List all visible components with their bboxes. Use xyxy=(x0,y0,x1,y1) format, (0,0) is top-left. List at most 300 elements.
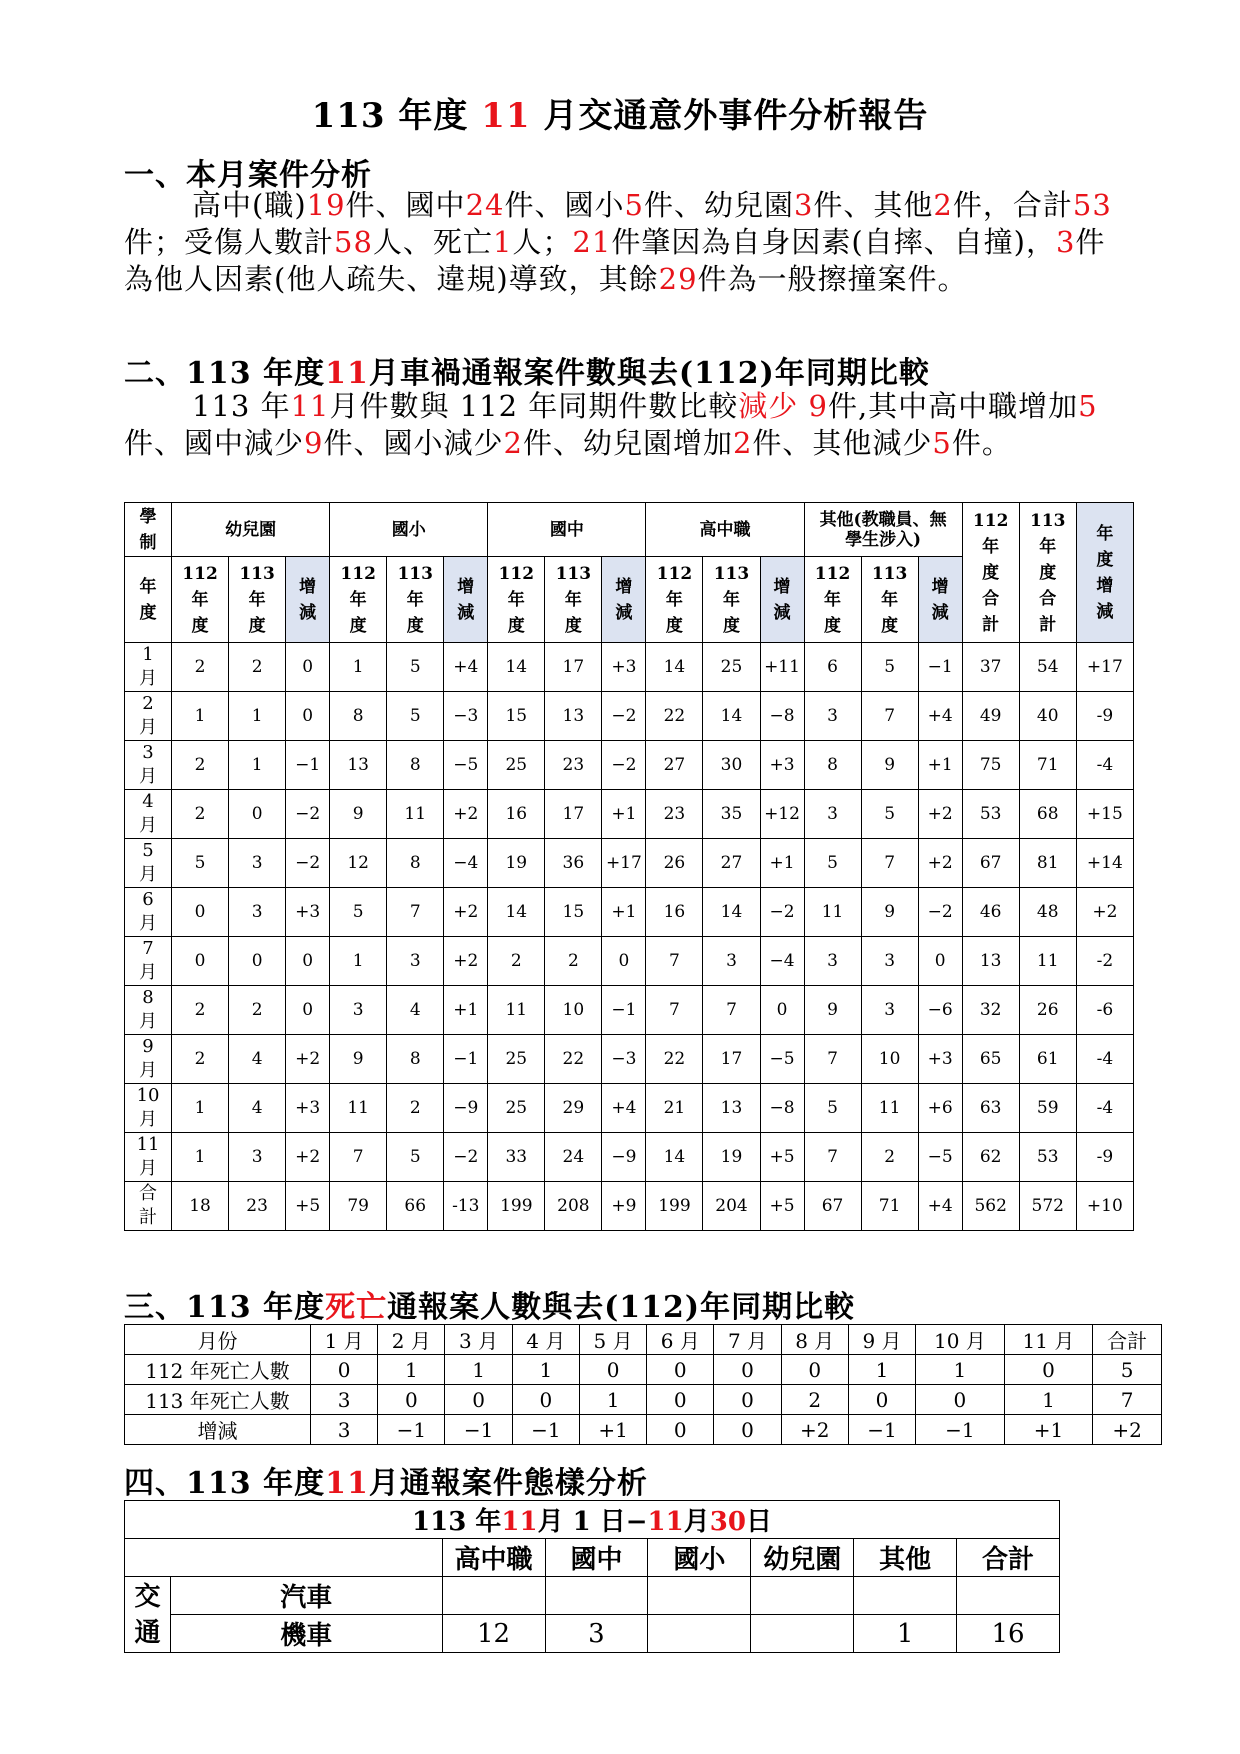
table-cell: 3 xyxy=(861,937,918,986)
col-other: 其他 xyxy=(854,1539,957,1577)
table-cell: 75 xyxy=(962,741,1019,790)
month-label: 9 月 xyxy=(125,1035,172,1084)
table-cell: 8 xyxy=(387,1035,444,1084)
table-cell: 1 xyxy=(172,1133,229,1182)
table-cell: 0 xyxy=(647,1385,714,1415)
group-other: 其他(教職員、無學生涉入) xyxy=(804,503,962,557)
month-label: 10 月 xyxy=(125,1084,172,1133)
table-cell: 22 xyxy=(646,692,703,741)
month-column-header: 11 月 xyxy=(1004,1325,1093,1355)
table-cell: −9 xyxy=(602,1133,646,1182)
header-diff: 增 減 xyxy=(286,557,330,643)
table-cell: 2 xyxy=(387,1084,444,1133)
header-113-year: 113 年 度 xyxy=(861,557,918,643)
table-cell: 21 xyxy=(646,1084,703,1133)
table-cell: 11 xyxy=(387,790,444,839)
table-cell: 13 xyxy=(545,692,602,741)
header-113-year: 113 年 度 xyxy=(703,557,760,643)
table-cell: 0 xyxy=(1004,1355,1093,1385)
table-cell: 0 xyxy=(229,790,286,839)
table-cell: 26 xyxy=(646,839,703,888)
table-cell: 61 xyxy=(1019,1035,1076,1084)
table-cell: 7 xyxy=(804,1035,861,1084)
table-cell: 4 xyxy=(229,1035,286,1084)
table-cell: 7 xyxy=(861,692,918,741)
table-cell: +5 xyxy=(760,1182,804,1231)
table-cell: 1 xyxy=(1004,1385,1093,1415)
total-112-header: 112 年 度 合 計 xyxy=(962,503,1019,643)
table-cell: 14 xyxy=(488,888,545,937)
table-cell: 2 xyxy=(545,937,602,986)
table-cell: 49 xyxy=(962,692,1019,741)
month-label: 5 月 xyxy=(125,839,172,888)
table-cell: 11 xyxy=(861,1084,918,1133)
table-cell: 18 xyxy=(172,1182,229,1231)
table-cell: 3 xyxy=(804,790,861,839)
table-cell: +2 xyxy=(918,839,962,888)
group-kindergarten: 幼兒園 xyxy=(172,503,330,557)
table-cell: −1 xyxy=(378,1415,445,1445)
table-cell: +10 xyxy=(1076,1182,1133,1231)
header-113-year: 113 年 度 xyxy=(387,557,444,643)
table-cell: 1 xyxy=(330,643,387,692)
table-cell: 7 xyxy=(804,1133,861,1182)
table-cell: 2 xyxy=(172,790,229,839)
month-label: 4 月 xyxy=(125,790,172,839)
table-cell: -9 xyxy=(1076,692,1133,741)
table-cell: -4 xyxy=(1076,1035,1133,1084)
col-elementary: 國小 xyxy=(648,1539,751,1577)
table-cell: 25 xyxy=(488,741,545,790)
table-cell: 67 xyxy=(962,839,1019,888)
table-cell: 0 xyxy=(647,1355,714,1385)
row-label: 增減 xyxy=(125,1415,311,1445)
table-cell: 3 xyxy=(229,1133,286,1182)
table-cell: 54 xyxy=(1019,643,1076,692)
table-cell: 7 xyxy=(861,839,918,888)
report-title: 113 年度 11 月交通意外事件分析報告 xyxy=(311,96,929,136)
table-cell: 9 xyxy=(330,790,387,839)
table-cell: +1 xyxy=(444,986,488,1035)
table-cell: −1 xyxy=(445,1415,512,1445)
table-cell: +3 xyxy=(602,643,646,692)
table-cell: −1 xyxy=(918,643,962,692)
header-diff: 增 減 xyxy=(444,557,488,643)
month-label: 6 月 xyxy=(125,888,172,937)
total-diff-header: 年 度 增 減 xyxy=(1076,503,1133,643)
table-cell: 5 xyxy=(861,790,918,839)
table-cell: 9 xyxy=(330,1035,387,1084)
table-cell: +1 xyxy=(602,888,646,937)
table-cell: 3 xyxy=(861,986,918,1035)
table-cell: 8 xyxy=(387,741,444,790)
table-cell: 0 xyxy=(714,1385,781,1415)
table-header-row xyxy=(125,1325,1162,1355)
month-column-header: 6 月 xyxy=(647,1325,714,1355)
table-cell: 13 xyxy=(703,1084,760,1133)
table-cell: 63 xyxy=(962,1084,1019,1133)
table-cell: −1 xyxy=(286,741,330,790)
table-cell: 5 xyxy=(387,692,444,741)
row-label: 113 年死亡人數 xyxy=(125,1385,311,1415)
table-cell: 14 xyxy=(703,692,760,741)
section2-paragraph: 113 年11月件數與 112 年同期件數比較減少 9件,其中高中職增加5件、國中減少9件、國小減少2件、幼兒園增加2件、其他減少5件。 xyxy=(124,389,1098,460)
table-cell: 2 xyxy=(781,1385,848,1415)
table-cell: +15 xyxy=(1076,790,1133,839)
table-cell: 3 xyxy=(703,937,760,986)
table-cell: −2 xyxy=(918,888,962,937)
table-cell: +2 xyxy=(918,790,962,839)
blank-header-cell xyxy=(125,1539,443,1577)
table-cell: 40 xyxy=(1019,692,1076,741)
table-cell xyxy=(545,1577,648,1615)
table-cell: 53 xyxy=(962,790,1019,839)
table-cell: +3 xyxy=(760,741,804,790)
table-cell: −3 xyxy=(444,692,488,741)
table-cell: +12 xyxy=(760,790,804,839)
table-cell: 12 xyxy=(442,1615,545,1653)
table-cell: 19 xyxy=(703,1133,760,1182)
month-column-header: 3 月 xyxy=(445,1325,512,1355)
table-cell: 62 xyxy=(962,1133,1019,1182)
table-cell: −9 xyxy=(444,1084,488,1133)
table-cell: 12 xyxy=(330,839,387,888)
table-cell: −2 xyxy=(286,839,330,888)
header-113-year: 113 年 度 xyxy=(545,557,602,643)
table-cell: 22 xyxy=(646,1035,703,1084)
table-cell: +3 xyxy=(286,1084,330,1133)
table-cell: 5 xyxy=(804,839,861,888)
table-cell: 8 xyxy=(804,741,861,790)
table-cell: -13 xyxy=(444,1182,488,1231)
table-cell: 7 xyxy=(646,937,703,986)
table-cell xyxy=(648,1615,751,1653)
table-cell: -6 xyxy=(1076,986,1133,1035)
table-cell: 5 xyxy=(172,839,229,888)
table-cell: 11 xyxy=(488,986,545,1035)
table-cell xyxy=(442,1577,545,1615)
corner-school-type: 學 制 xyxy=(125,503,172,557)
table-cell: 10 xyxy=(861,1035,918,1084)
table-row xyxy=(125,790,1134,839)
monthly-comparison-table xyxy=(124,502,1134,1231)
table-cell: 5 xyxy=(1093,1355,1162,1385)
table-cell: −1 xyxy=(916,1415,1005,1445)
table-cell: 1 xyxy=(854,1615,957,1653)
month-column-header: 5 月 xyxy=(579,1325,646,1355)
table-cell: 1 xyxy=(172,692,229,741)
table-cell: −6 xyxy=(918,986,962,1035)
section4-heading: 四、113 年度11月通報案件態樣分析 xyxy=(124,1466,648,1501)
section1-heading: 一、本月案件分析 xyxy=(124,158,372,193)
month-label: 合 計 xyxy=(125,1182,172,1231)
table-cell: 6 xyxy=(804,643,861,692)
month-column-header: 合計 xyxy=(1093,1325,1162,1355)
table-cell: 0 xyxy=(172,937,229,986)
table-cell: 3 xyxy=(229,888,286,937)
table-cell: 11 xyxy=(330,1084,387,1133)
table-cell: 5 xyxy=(804,1084,861,1133)
table-cell: 0 xyxy=(512,1385,579,1415)
table-cell: 25 xyxy=(488,1035,545,1084)
table-cell: −1 xyxy=(444,1035,488,1084)
row-label-car: 汽車 xyxy=(170,1577,442,1615)
table-cell: −2 xyxy=(602,692,646,741)
table-cell: 10 xyxy=(545,986,602,1035)
table-row xyxy=(125,1035,1134,1084)
table-cell: +2 xyxy=(781,1415,848,1445)
table-cell: 3 xyxy=(330,986,387,1035)
table-cell: 1 xyxy=(172,1084,229,1133)
table-cell: 0 xyxy=(286,692,330,741)
table-cell: −1 xyxy=(512,1415,579,1445)
table-cell: 0 xyxy=(378,1385,445,1415)
table-cell: 13 xyxy=(962,937,1019,986)
group-elementary: 國小 xyxy=(330,503,488,557)
table-cell xyxy=(648,1577,751,1615)
table-cell: 23 xyxy=(229,1182,286,1231)
table-cell: −5 xyxy=(760,1035,804,1084)
col-kindergarten: 幼兒園 xyxy=(751,1539,854,1577)
table-cell: 0 xyxy=(918,937,962,986)
table-cell: +4 xyxy=(918,1182,962,1231)
col-junior-high: 國中 xyxy=(545,1539,648,1577)
header-112-year: 112 年 度 xyxy=(804,557,861,643)
header-112-year: 112 年 度 xyxy=(646,557,703,643)
table-cell: 14 xyxy=(488,643,545,692)
table-cell: 9 xyxy=(861,741,918,790)
table-cell: 0 xyxy=(286,937,330,986)
table-cell: 0 xyxy=(760,986,804,1035)
group-senior-high: 高中職 xyxy=(646,503,804,557)
row-label: 112 年死亡人數 xyxy=(125,1355,311,1385)
table-cell: 37 xyxy=(962,643,1019,692)
table-cell: 27 xyxy=(646,741,703,790)
table-cell: 71 xyxy=(861,1182,918,1231)
table-cell: −2 xyxy=(444,1133,488,1182)
col-total: 合計 xyxy=(957,1539,1060,1577)
month-label: 8 月 xyxy=(125,986,172,1035)
table-cell: −8 xyxy=(760,1084,804,1133)
month-label: 1 月 xyxy=(125,643,172,692)
month-column-header: 8 月 xyxy=(781,1325,848,1355)
table-cell: 1 xyxy=(848,1355,915,1385)
table-cell: 1 xyxy=(579,1385,646,1415)
group-junior-high: 國中 xyxy=(488,503,646,557)
table-cell: 5 xyxy=(387,643,444,692)
table-cell: 0 xyxy=(445,1385,512,1415)
table-cell: 0 xyxy=(286,986,330,1035)
table-cell: 33 xyxy=(488,1133,545,1182)
table-cell: 68 xyxy=(1019,790,1076,839)
table-cell: 0 xyxy=(916,1385,1005,1415)
table-cell: 30 xyxy=(703,741,760,790)
table-cell: 15 xyxy=(545,888,602,937)
table-cell: 3 xyxy=(311,1415,378,1445)
table-cell: +4 xyxy=(444,643,488,692)
table-cell: +11 xyxy=(760,643,804,692)
table-cell: 2 xyxy=(172,741,229,790)
table-cell: 13 xyxy=(330,741,387,790)
header-112-year: 112 年 度 xyxy=(172,557,229,643)
table-cell: +5 xyxy=(286,1182,330,1231)
month-column-header: 1 月 xyxy=(311,1325,378,1355)
header-diff: 增 減 xyxy=(760,557,804,643)
table-row xyxy=(125,888,1134,937)
table-cell: 0 xyxy=(781,1355,848,1385)
month-label: 11 月 xyxy=(125,1133,172,1182)
table-cell: 7 xyxy=(1093,1385,1162,1415)
header-113-year: 113 年 度 xyxy=(229,557,286,643)
table-cell: 16 xyxy=(488,790,545,839)
table-cell: +17 xyxy=(1076,643,1133,692)
section2-heading: 二、113 年度11月車禍通報案件數與去(112)年同期比較 xyxy=(124,356,930,391)
table-cell: −2 xyxy=(760,888,804,937)
month-label: 2 月 xyxy=(125,692,172,741)
total-113-header: 113 年 度 合 計 xyxy=(1019,503,1076,643)
table-cell: 2 xyxy=(172,1035,229,1084)
table-cell: 7 xyxy=(387,888,444,937)
table-cell: 1 xyxy=(229,692,286,741)
month-column-header: 10 月 xyxy=(916,1325,1005,1355)
table-cell: 1 xyxy=(330,937,387,986)
col-senior-high: 高中職 xyxy=(442,1539,545,1577)
table-cell: 3 xyxy=(229,839,286,888)
table-cell: 48 xyxy=(1019,888,1076,937)
table-cell: +2 xyxy=(444,937,488,986)
table-cell: 0 xyxy=(286,643,330,692)
case-type-table xyxy=(124,1500,1060,1653)
table-cell: +2 xyxy=(1076,888,1133,937)
table-cell: 16 xyxy=(957,1615,1060,1653)
table-cell: 2 xyxy=(488,937,545,986)
table-cell: 2 xyxy=(229,986,286,1035)
table-cell: 53 xyxy=(1019,1133,1076,1182)
table-cell: +2 xyxy=(444,888,488,937)
table-cell: 23 xyxy=(646,790,703,839)
table-cell: 8 xyxy=(387,839,444,888)
table-cell: −1 xyxy=(848,1415,915,1445)
table-cell: 17 xyxy=(545,643,602,692)
table-cell: 17 xyxy=(703,1035,760,1084)
table-row xyxy=(125,1385,1162,1415)
header-diff: 增 減 xyxy=(602,557,646,643)
table-cell: 15 xyxy=(488,692,545,741)
table-cell xyxy=(957,1577,1060,1615)
table-cell: 572 xyxy=(1019,1182,1076,1231)
table-cell: 66 xyxy=(387,1182,444,1231)
month-column-header: 4 月 xyxy=(512,1325,579,1355)
table-cell: 14 xyxy=(646,643,703,692)
table-row xyxy=(125,937,1134,986)
section1-paragraph: 高中(職)19件、國中24件、國小5件、幼兒園3件、其他2件，合計53件；受傷人數計58人、死亡1人；21件肇因為自身因素(自摔、自撞)，3件為他人因素(他人疏失、違規)導致，其餘29件為一般擦撞案件。 xyxy=(124,188,1112,296)
table-cell: 0 xyxy=(714,1415,781,1445)
table-cell: +5 xyxy=(760,1133,804,1182)
table-cell: 208 xyxy=(545,1182,602,1231)
table-cell: +2 xyxy=(1093,1415,1162,1445)
table-cell: 19 xyxy=(488,839,545,888)
corner-year: 年 度 xyxy=(125,557,172,643)
table-cell: +1 xyxy=(1004,1415,1093,1445)
table-cell: 3 xyxy=(804,692,861,741)
table-cell: -4 xyxy=(1076,1084,1133,1133)
table-cell: 11 xyxy=(804,888,861,937)
table-cell: +6 xyxy=(918,1084,962,1133)
table-cell: 36 xyxy=(545,839,602,888)
table-cell: +1 xyxy=(760,839,804,888)
table-cell: +1 xyxy=(602,790,646,839)
table-cell: 7 xyxy=(646,986,703,1035)
table-cell: 199 xyxy=(646,1182,703,1231)
table-cell: 1 xyxy=(229,741,286,790)
header-112-year: 112 年 度 xyxy=(330,557,387,643)
table-cell: -2 xyxy=(1076,937,1133,986)
table-cell: 199 xyxy=(488,1182,545,1231)
section3-heading: 三、113 年度死亡通報案人數與去(112)年同期比較 xyxy=(124,1290,856,1325)
table-cell: −1 xyxy=(602,986,646,1035)
table-cell: +2 xyxy=(286,1035,330,1084)
table-cell: 8 xyxy=(330,692,387,741)
table-cell: 16 xyxy=(646,888,703,937)
table-cell: 1 xyxy=(378,1355,445,1385)
table-cell: 0 xyxy=(172,888,229,937)
table-cell: +2 xyxy=(444,790,488,839)
table-cell: 11 xyxy=(1019,937,1076,986)
table-row xyxy=(125,1133,1134,1182)
header-112-year: 112 年 度 xyxy=(488,557,545,643)
table-cell: +2 xyxy=(286,1133,330,1182)
table-cell: 35 xyxy=(703,790,760,839)
table-cell: -4 xyxy=(1076,741,1133,790)
row-label-scooter: 機車 xyxy=(170,1615,442,1653)
table-cell: 0 xyxy=(602,937,646,986)
table-cell: 81 xyxy=(1019,839,1076,888)
table-row xyxy=(125,1415,1162,1445)
table-cell: 2 xyxy=(861,1133,918,1182)
table-row xyxy=(125,1355,1162,1385)
table-cell: 5 xyxy=(387,1133,444,1182)
table-cell: +1 xyxy=(579,1415,646,1445)
table-cell: 59 xyxy=(1019,1084,1076,1133)
table-cell: +14 xyxy=(1076,839,1133,888)
month-column-header: 2 月 xyxy=(378,1325,445,1355)
table-cell: 26 xyxy=(1019,986,1076,1035)
table-cell: 65 xyxy=(962,1035,1019,1084)
table-cell: 1 xyxy=(445,1355,512,1385)
table-cell: −5 xyxy=(444,741,488,790)
table-cell: 4 xyxy=(387,986,444,1035)
traffic-side-label: 交 通 xyxy=(125,1577,171,1653)
period-header: 113 年11月 1 日−11月30日 xyxy=(125,1501,1060,1539)
table-cell: 7 xyxy=(330,1133,387,1182)
table-cell: 25 xyxy=(488,1084,545,1133)
table-cell: 17 xyxy=(545,790,602,839)
table-cell: 67 xyxy=(804,1182,861,1231)
table-cell: 0 xyxy=(311,1355,378,1385)
table-cell: 3 xyxy=(804,937,861,986)
table-cell: +1 xyxy=(918,741,962,790)
table-row xyxy=(125,741,1134,790)
table-cell: -9 xyxy=(1076,1133,1133,1182)
table-cell: 9 xyxy=(804,986,861,1035)
table-cell: 1 xyxy=(512,1355,579,1385)
table-cell: −4 xyxy=(760,937,804,986)
table-cell: 22 xyxy=(545,1035,602,1084)
table-cell: 9 xyxy=(861,888,918,937)
table-cell: +17 xyxy=(602,839,646,888)
table-row xyxy=(125,1084,1134,1133)
month-column-header: 7 月 xyxy=(714,1325,781,1355)
